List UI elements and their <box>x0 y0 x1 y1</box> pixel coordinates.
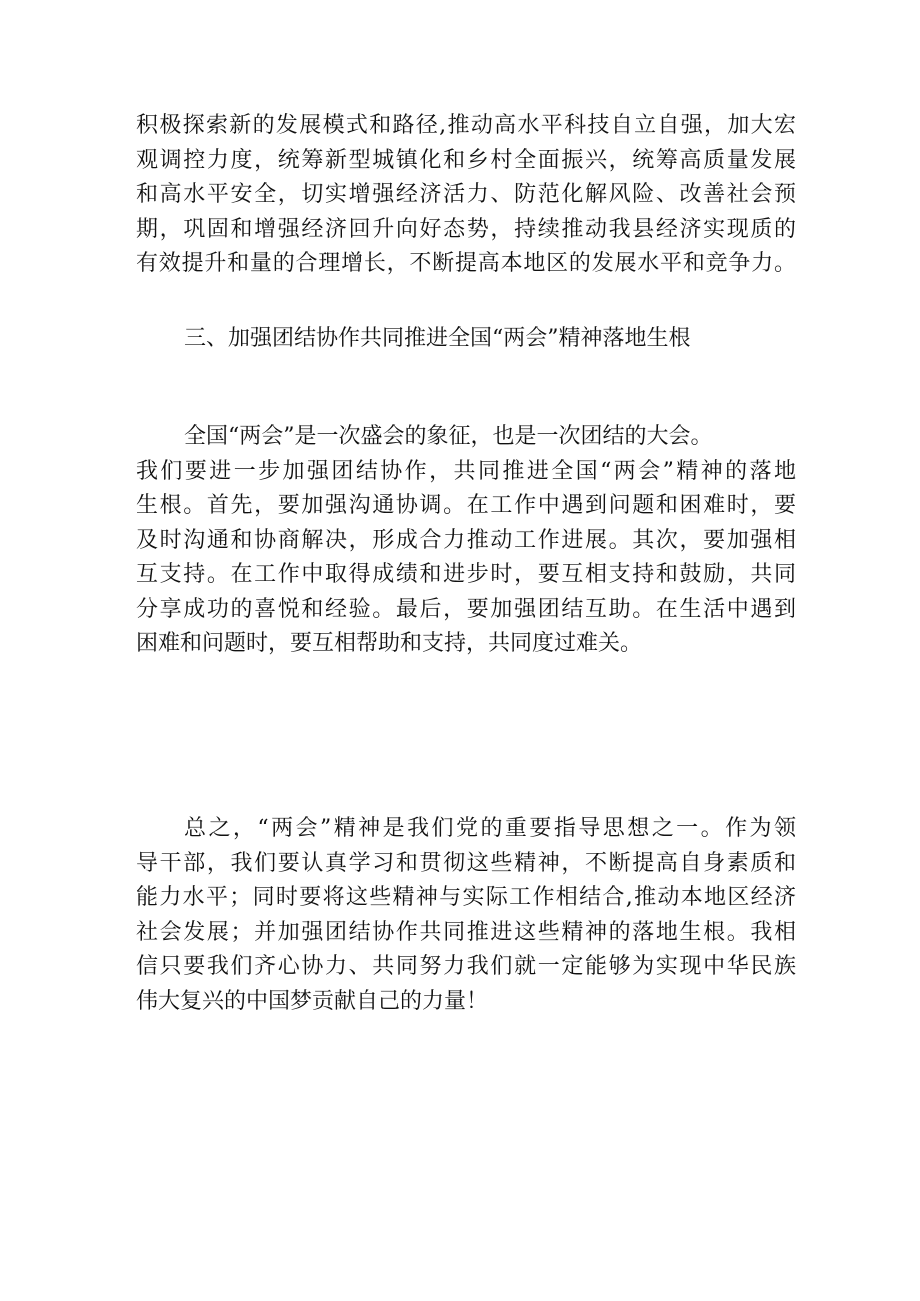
text-line: 及时沟通和协商解决，形成合力推动工作进展。其次，要加强相 <box>136 527 796 553</box>
text-line: 积极探索新的发展模式和路径,推动高水平科技自立自强，加大宏 <box>136 113 796 138</box>
heading-text: 三、加强团结协作共同推进全国“两会”精神落地生根 <box>184 326 691 351</box>
text-line: 总之，“两会”精神是我们党的重要指导思想之一。作为领 <box>184 816 796 841</box>
paragraph-unity <box>136 420 796 662</box>
text-line: 伟大复兴的中国梦贡献自己的力量！ <box>136 988 489 1014</box>
text-line: 我们要进一步加强团结协作，共同推进全国“两会”精神的落地 <box>136 458 796 484</box>
text-line: 期，巩固和增强经济回升向好态势，持续推动我县经济实现质的 <box>136 216 796 242</box>
text-line: 互支持。在工作中取得成绩和进步时，要互相支持和鼓励，共同 <box>136 562 796 587</box>
text-line: 困难和问题时，要互相帮助和支持，共同度过难关。 <box>136 631 643 656</box>
text-line: 能力水平；同时要将这些精神与实际工作相结合,推动本地区经济 <box>136 885 796 910</box>
text-line: 信只要我们齐心协力、共同努力我们就一定能够为实现中华民族 <box>136 954 796 979</box>
text-line: 社会发展；并加强团结协作共同推进这些精神的落地生根。我相 <box>136 919 796 945</box>
text-line: 全国“两会”是一次盛会的象征，也是一次团结的大会。 <box>184 424 713 449</box>
paragraph-continued <box>136 109 796 282</box>
text-line: 和高水平安全，切实增强经济活力、防范化解风险、改善社会预 <box>136 182 796 207</box>
text-line: 有效提升和量的合理增长，不断提高本地区的发展水平和竞争力。 <box>136 251 796 276</box>
text-line: 生根。首先，要加强沟通协调。在工作中遇到问题和困难时，要 <box>136 493 796 518</box>
paragraph-conclusion <box>136 812 796 1019</box>
text-line: 观调控力度，统筹新型城镇化和乡村全面振兴，统筹高质量发展 <box>136 147 796 173</box>
text-line: 分享成功的喜悦和经验。最后，要加强团结互助。在生活中遇到 <box>136 596 796 622</box>
text-line: 导干部，我们要认真学习和贯彻这些精神，不断提高自身素质和 <box>136 850 796 876</box>
section-heading <box>184 322 784 357</box>
